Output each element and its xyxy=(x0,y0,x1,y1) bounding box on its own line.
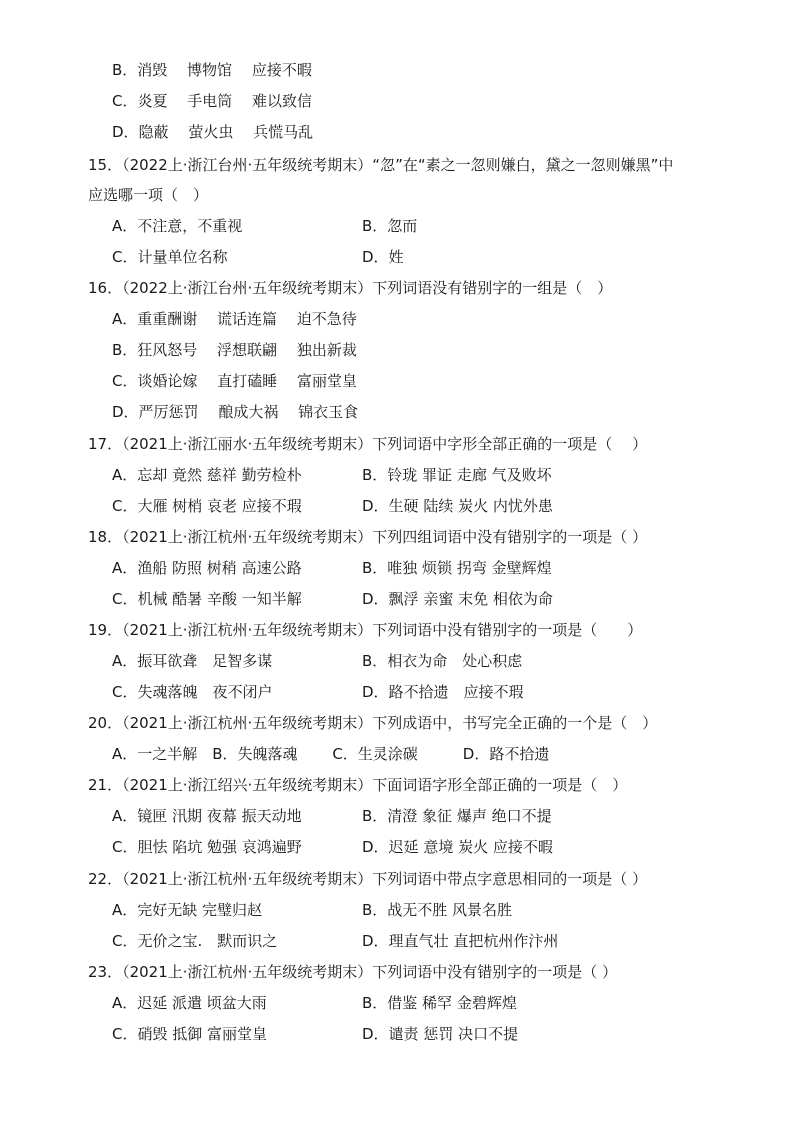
option-b: B．狂风怒号 浮想联翩 独出新裁 xyxy=(112,341,357,359)
options-row: A．一之半解 B．失魄落魂 C．生灵涂碳 D．路不拾遗 xyxy=(112,745,550,763)
option-a: A．忘却 竟然 慈祥 勤劳检朴 xyxy=(112,466,302,484)
question-15: 15．（2022上·浙江台州·五年级统考期末）“忽”在“素之一忽则嫌白，黛之一忽则嫌黑”中 xyxy=(88,156,674,174)
option-d: D．谴责 惩罚 决口不提 xyxy=(362,1025,519,1043)
option-d: D．理直气壮 直把杭州作汴州 xyxy=(362,932,559,950)
option-c: C．硝毁 抵御 富丽堂皇 xyxy=(112,1025,268,1043)
option-b: B．铃珑 罪证 走廊 气及败坏 xyxy=(362,466,552,484)
option-d: D．路不拾遗 应接不瑕 xyxy=(362,683,524,701)
option-c: C．计量单位名称 xyxy=(112,248,228,266)
question-15-cont: 应选哪一项（ ） xyxy=(88,186,209,204)
question-23: 23．（2021上·浙江杭州·五年级统考期末）下列词语中没有错别字的一项是（ ） xyxy=(88,963,618,981)
option-a: A．镜匣 汛期 夜幕 振天动地 xyxy=(112,807,302,825)
option-c: C．机械 酷暑 辛酸 一知半解 xyxy=(112,590,302,608)
option-a: A．完好无缺 完璧归赵 xyxy=(112,901,263,919)
question-21: 21．（2021上·浙江绍兴·五年级统考期末）下面词语字形全部正确的一项是（ ） xyxy=(88,776,628,794)
question-16: 16．（2022上·浙江台州·五年级统考期末）下列词语没有错别字的一组是（ ） xyxy=(88,279,613,297)
option-c: C．胆怯 陷坑 勉强 哀鸿遍野 xyxy=(112,838,302,856)
option-d: D．隐蔽 萤火虫 兵慌马乱 xyxy=(112,123,314,141)
option-b: B．消毁 博物馆 应接不暇 xyxy=(112,61,312,79)
question-18: 18．（2021上·浙江杭州·五年级统考期末）下列四组词语中没有错别字的一项是（ ） xyxy=(88,528,648,546)
option-a: A．迟延 派遣 顷盆大雨 xyxy=(112,994,267,1012)
option-b: B．忽而 xyxy=(362,217,418,235)
option-c: C．大雁 树梢 哀老 应接不瑕 xyxy=(112,497,302,515)
question-19: 19．（2021上·浙江杭州·五年级统考期末）下列词语中没有错别字的一项是（ ） xyxy=(88,621,643,639)
option-d: D．飘浮 亲蜜 末免 相依为命 xyxy=(362,590,553,608)
option-d: D．生硬 陆续 炭火 内忧外患 xyxy=(362,497,553,515)
option-b: B．借鉴 稀罕 金碧辉煌 xyxy=(362,994,517,1012)
option-b: B．清澄 象征 爆声 绝口不提 xyxy=(362,807,552,825)
option-c: C．失魂落魄 夜不闭户 xyxy=(112,683,273,701)
option-b: B．战无不胜 风景名胜 xyxy=(362,901,513,919)
question-20: 20．（2021上·浙江杭州·五年级统考期末）下列成语中，书写完全正确的一个是（ ） xyxy=(88,714,658,732)
option-a: A．重重酬谢 谎话连篇 迫不急待 xyxy=(112,310,357,328)
option-c: C．谈婚论嫁 直打磕睡 富丽堂皇 xyxy=(112,372,358,390)
option-a: A．渔船 防照 树稍 高速公路 xyxy=(112,559,302,577)
option-d: D．严厉惩罚 酿成大祸 锦衣玉食 xyxy=(112,403,359,421)
option-a: A．不注意，不重视 xyxy=(112,217,243,235)
option-c: C．炎夏 手电筒 难以致信 xyxy=(112,92,313,110)
option-d: D．迟延 意境 炭火 应接不暇 xyxy=(362,838,553,856)
question-17: 17．（2021上·浙江丽水·五年级统考期末）下列词语中字形全部正确的一项是（ ） xyxy=(88,435,648,453)
option-d: D．姓 xyxy=(362,248,404,266)
option-a: A．振耳欲聋 足智多谋 xyxy=(112,652,273,670)
question-22: 22．（2021上·浙江杭州·五年级统考期末）下列词语中带点字意思相同的一项是（ ） xyxy=(88,870,648,888)
option-b: B．唯独 烦锁 拐弯 金壁辉煌 xyxy=(362,559,552,577)
option-b: B．相衣为命 处心积虑 xyxy=(362,652,523,670)
option-c: C．无价之宝. 默而识之 xyxy=(112,932,278,950)
